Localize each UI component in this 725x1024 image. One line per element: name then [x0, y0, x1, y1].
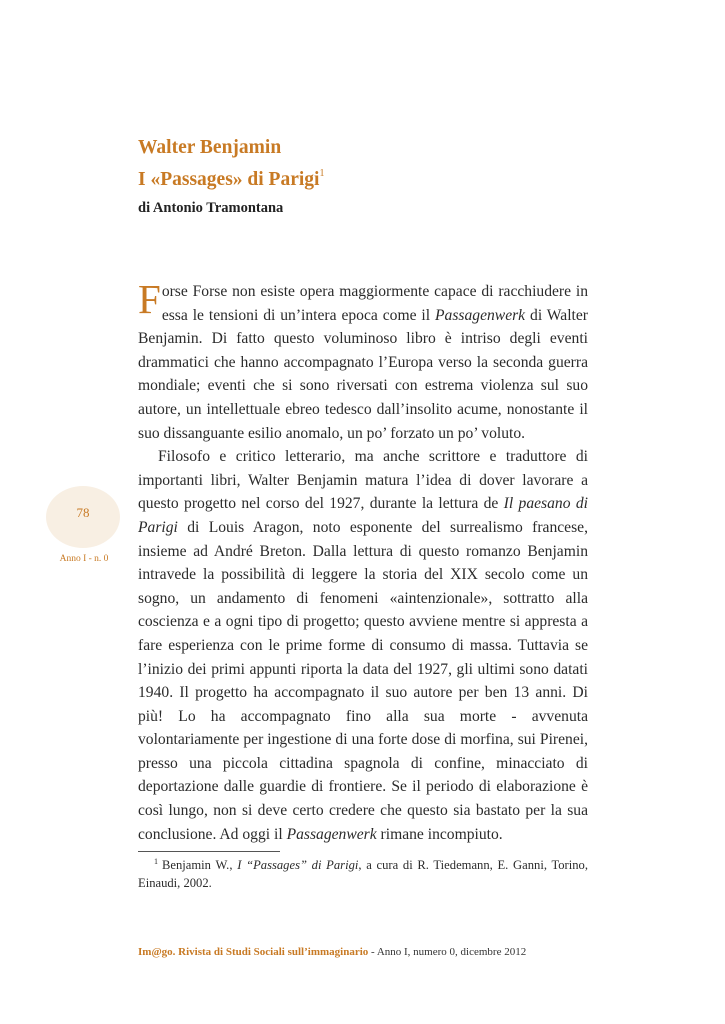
article-header	[138, 132, 598, 217]
issue-label: Anno I - n. 0	[59, 554, 109, 564]
article-body	[138, 276, 588, 846]
paragraph-1-text: orse Forse non esiste opera maggiormente capace di racchiudere in essa le tensioni di un’intera epoca come il	[161, 283, 588, 324]
article-title-text: I «Passages» di Parigi	[138, 169, 320, 190]
paragraph-1	[138, 276, 588, 445]
paragraph-2-emphasis-2: Passagenwerk	[286, 825, 377, 843]
paragraph-1-text-end: di Walter Benjamin. Di fatto questo voluminoso libro è intriso degli eventi drammatici che hanno accompagnato l’Europa verso la seconda guerra mondiale; eventi che si sono riversati con estrema violenza sul suo autore, un intellettuale ebreo tedesco dall’insolito acume, nonostante il suo dissanguante esilio anomalo, un po’ forzato un po’ voluto.	[138, 306, 588, 442]
drop-cap: F	[138, 276, 161, 322]
paragraph-2-emphasis: Il paesano di Parigi	[138, 495, 588, 536]
footnote-divider	[138, 851, 280, 852]
journal-details: - Anno I, numero 0, dicembre 2012	[368, 946, 527, 958]
article-title	[138, 164, 598, 196]
paragraph-2	[138, 445, 588, 846]
paragraph-2-text-a: Filosofo e critico letterario, ma anche scrittore e traduttore di importanti libri, Walter Benjamin matura l’idea di dover lavorare a questo progetto nel corso del 1927, durante la lettura de	[138, 448, 588, 513]
article-title-author: Walter Benjamin	[138, 137, 282, 158]
footnote-reference[interactable]: 1	[319, 168, 325, 179]
footnote-title: I “Passages” di Parigi	[237, 858, 359, 872]
footnote	[138, 856, 588, 892]
footnote-mark: 1	[154, 857, 158, 866]
article-byline: di Antonio Tramontana	[138, 200, 284, 216]
journal-title: Im@go. Rivista di Studi Sociali sull’immaginario	[138, 946, 369, 958]
footnote-text-b: , a cura di R. Tiedemann, E. Ganni, Torino, Einaudi, 2002.	[138, 858, 588, 890]
paragraph-2-text-c: rimane incompiuto.	[376, 825, 503, 843]
running-footer	[138, 946, 598, 958]
page-number: 78	[76, 505, 90, 520]
footnote-text-a: Benjamin W.,	[162, 858, 238, 872]
paragraph-1-emphasis: Passagenwerk	[435, 306, 526, 324]
paragraph-2-text-b: di Louis Aragon, noto esponente del surrealismo francese, insieme ad André Breton. Dalla lettura di questo romanzo Benjamin intravede la possibilità di leggere la storia del XIX secolo come un sogno, un andamento di fenomeni «aintenzionale», sottratto alla coscienza e a ogni tipo di progetto; questo avviene mentre si appresta a fare esperienza con le prime forme di consumo di massa. Tuttavia se l’inizio dei primi appunti riporta la data del 1927, gli ultimi sono datati 1940. Il progetto ha accompagnato il suo autore per ben 13 anni. Di più! Lo ha accompagnato fino alla sua morte - avvenuta volontariamente per ingestione di una forte dose di morfina, sui Pirenei, presso una piccola cittadina spagnola di confine, minacciato di deportazione dalle guardie di frontiere. Se il periodo di elaborazione è così lungo, non si deve certo credere che questo sia bastato per la sua conclusione. Ad oggi il	[138, 518, 588, 843]
